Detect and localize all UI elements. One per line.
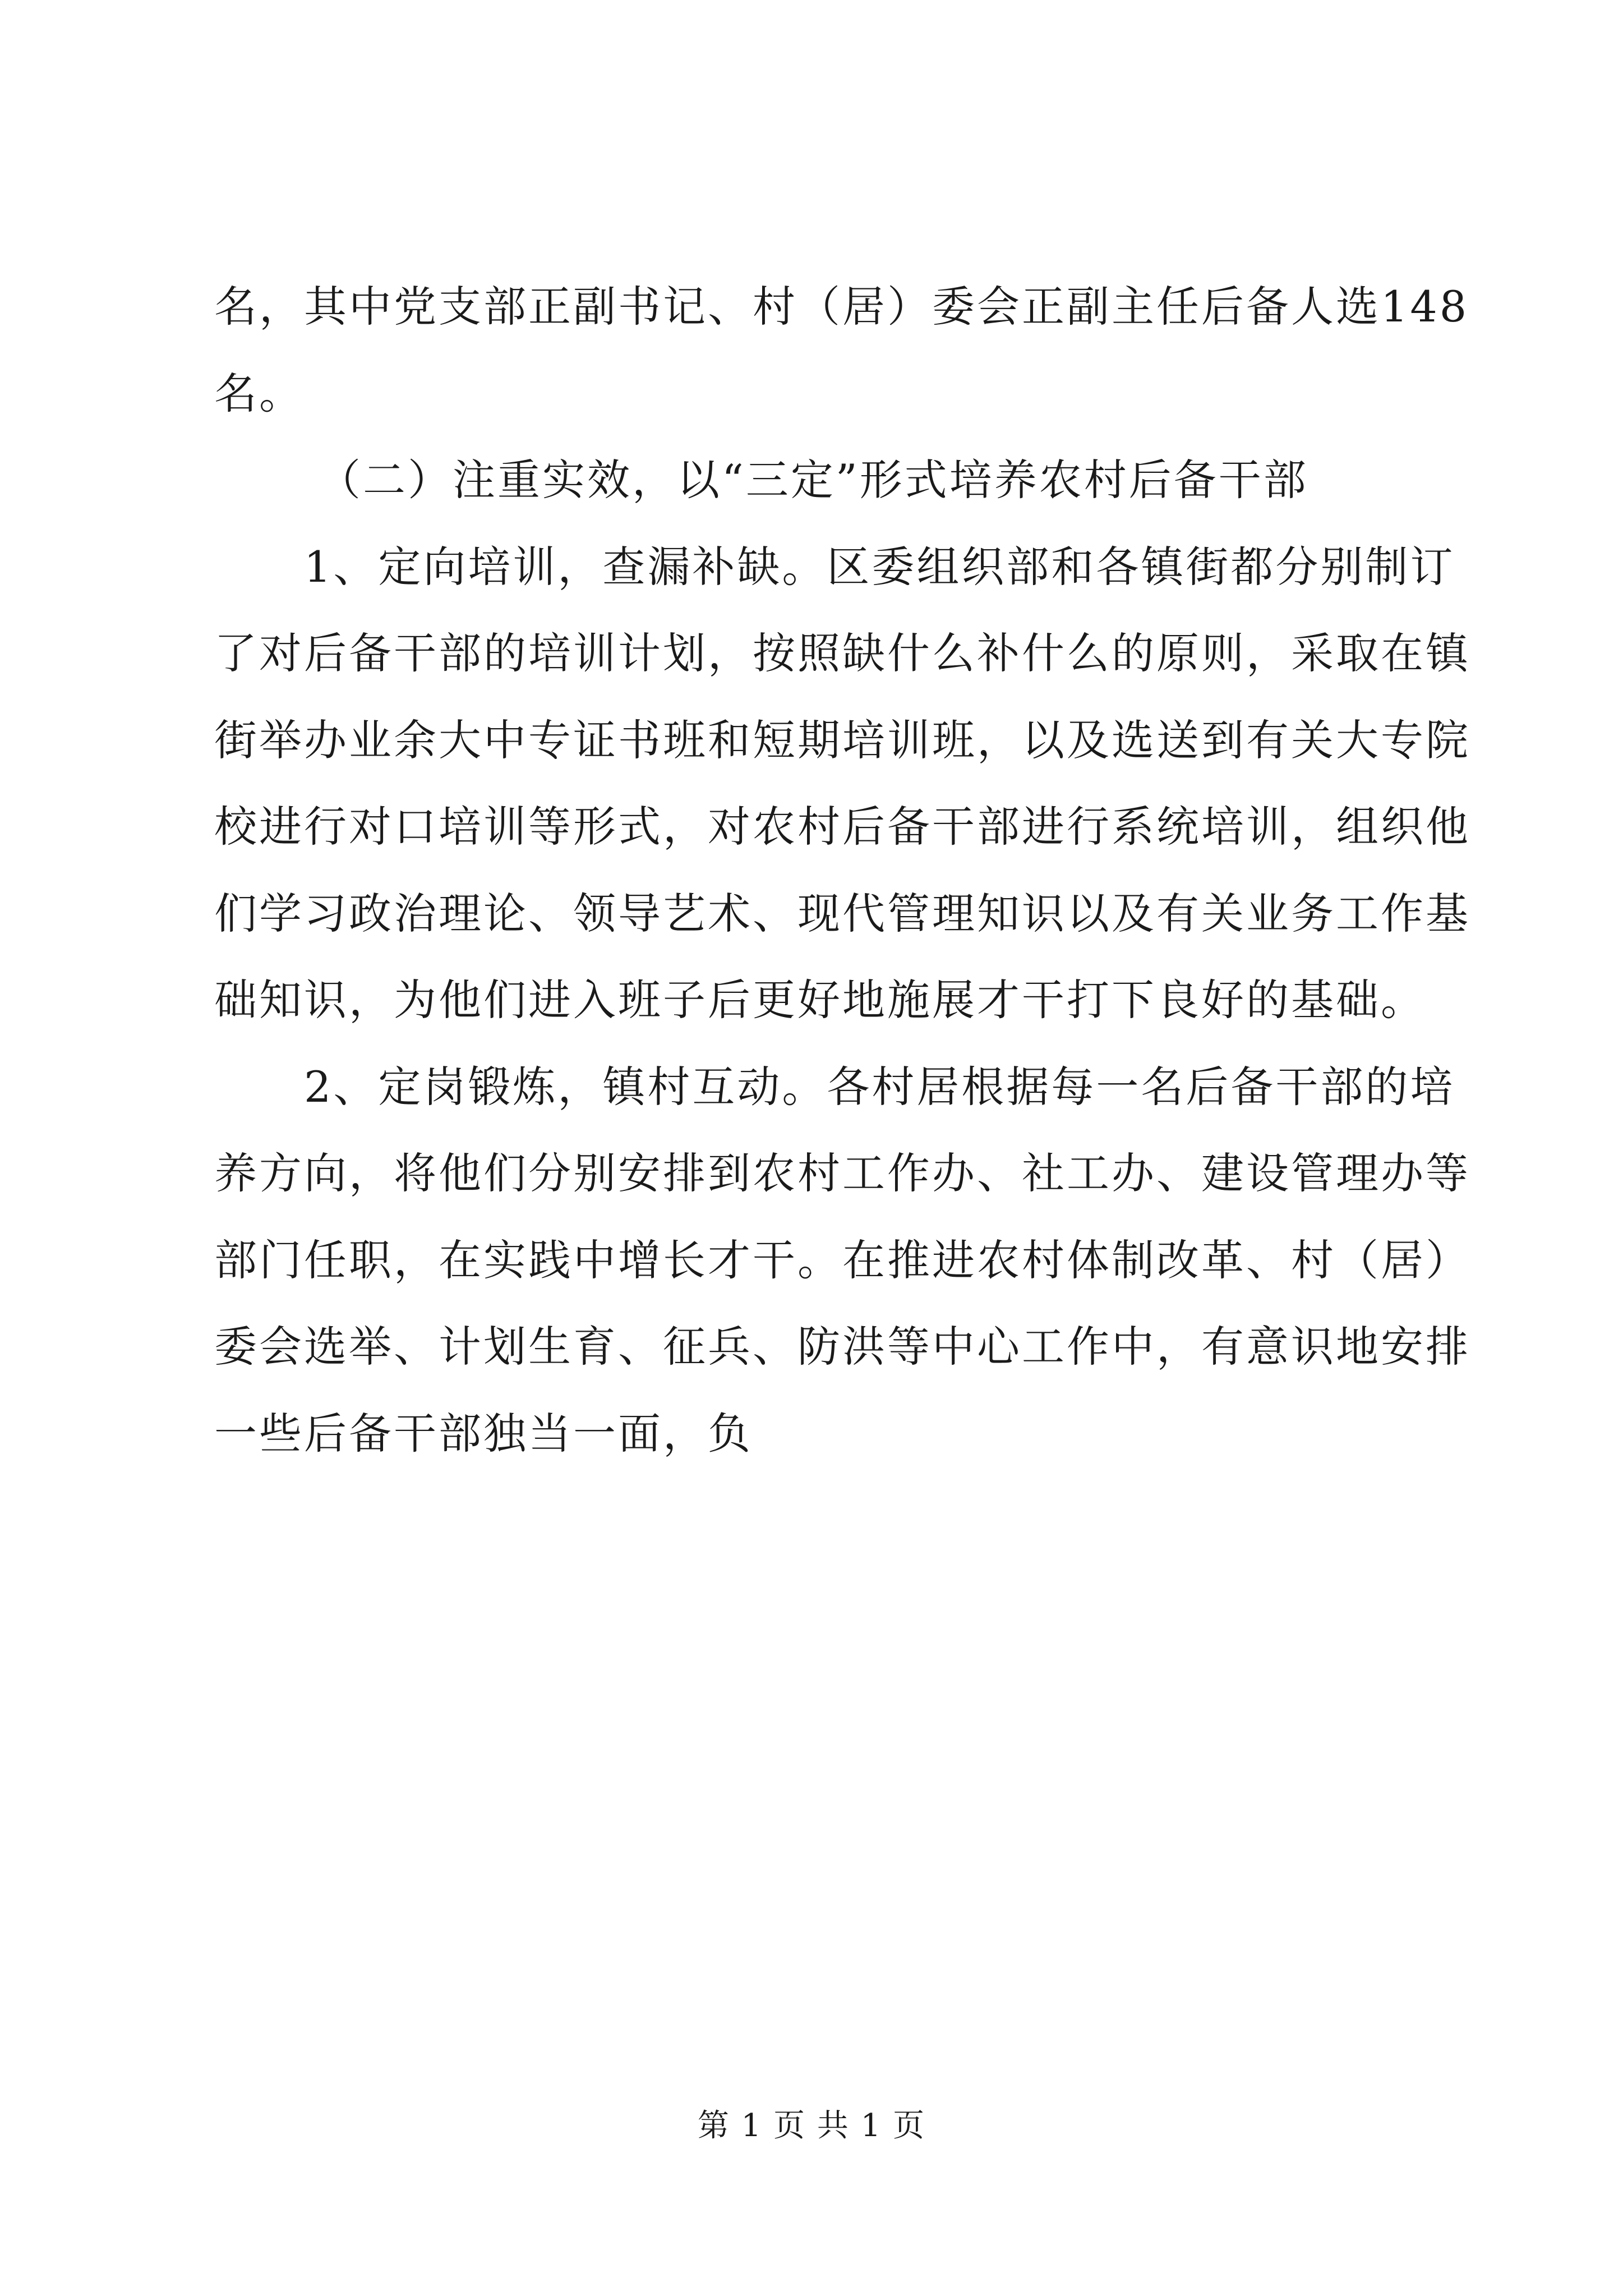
text-line: 一些后备干部独当一面，负 bbox=[214, 1408, 753, 1458]
document-body bbox=[214, 264, 1470, 1477]
text-line: 名，其中党支部正副书记、村（居）委会正副主任后备人选148 bbox=[214, 282, 1469, 332]
text-line: 们学习政治理论、领导艺术、现代管理知识以及有关业务工作基 bbox=[214, 888, 1470, 938]
page-footer: 第 1 页 共 1 页 bbox=[697, 2108, 926, 2144]
text-line: 街举办业余大中专证书班和短期培训班，以及选送到有关大专院 bbox=[214, 715, 1470, 765]
text-line: 养方向，将他们分别安排到农村工作办、社工办、建设管理办等 bbox=[214, 1148, 1470, 1198]
text-line: 1、定向培训，查漏补缺。区委组织部和各镇街都分别制订 bbox=[304, 541, 1455, 592]
section-heading: （二）注重实效，以“三定”形式培养农村后备干部 bbox=[318, 455, 1308, 505]
text-line: 校进行对口培训等形式，对农村后备干部进行系统培训，组织他 bbox=[214, 802, 1470, 852]
text-line: 了对后备干部的培训计划，按照缺什么补什么的原则，采取在镇 bbox=[214, 628, 1470, 678]
text-line: 2、定岗锻炼，镇村互动。各村居根据每一名后备干部的培 bbox=[304, 1061, 1455, 1112]
text-line: 委会选举、计划生育、征兵、防洪等中心工作中，有意识地安排 bbox=[214, 1322, 1470, 1372]
text-line: 部门任职，在实践中增长才干。在推进农村体制改革、村（居） bbox=[214, 1235, 1470, 1285]
text-line: 名。 bbox=[214, 368, 304, 418]
text-line: 础知识，为他们进入班子后更好地施展才干打下良好的基础。 bbox=[214, 975, 1426, 1025]
